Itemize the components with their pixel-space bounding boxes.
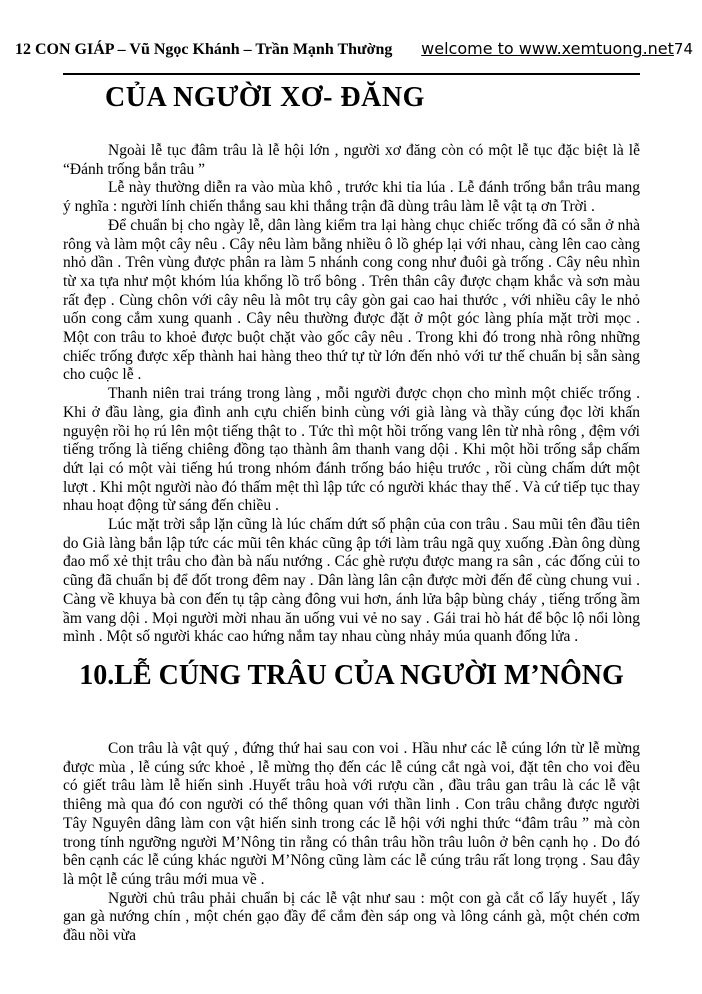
header-right <box>421 39 693 58</box>
page-header <box>15 39 693 59</box>
body-paragraph: Để chuẩn bị cho ngày lễ, dân làng kiểm tra lại hàng chục chiếc trống đã có sẵn ở nhà rông và làm một cây nêu . Cây nêu làm bằng nhiều ô lồ ghép lại với nhau, càng lên cao càng nhỏ dần . Trên vùng được phân ra làm 5 nhánh cong cong như đuôi gà trống . Cây nêu nhìn từ xa tựa như một khóm lúa khổng lồ trổ bông . Trên thân cây được chạm khắc và sơn màu rất đẹp . Cùng chôn với cây nêu là môt trụ cây gòn gai cao hai thước , với nhiều cây le nhỏ uốn cong cắm xung quanh . Cây nêu thường được đặt ở một góc làng phía mặt trời mọc . Một con trâu to khoẻ được buột chặt vào gốc cây nêu . Trong khi đó trong nhà rông những chiếc trống được xếp thành hai hàng theo thứ tự từ lớn đến nhỏ với tư thế chuẩn bị sẵn sàng cho cuộc lễ . <box>63 216 640 384</box>
body-paragraph: Người chủ trâu phải chuẩn bị các lễ vật như sau : một con gà cắt cổ lấy huyết , lấy gan gà nướng chín , một chén gạo đầy để cắm đèn sáp ong và lông cánh gà, một chén cơm đầu nồi vừa <box>63 889 640 945</box>
site-link[interactable]: welcome to www.xemtuong.net <box>421 39 674 58</box>
body-paragraph: Lễ này thường diễn ra vào mùa khô , trước khi tỉa lúa . Lễ đánh trống bắn trâu mang ý nghĩa : người lính chiến thắng sau khi thắng trận đã dùng trâu làm lễ vật tạ ơn Trời . <box>63 179 640 216</box>
header-rule <box>63 73 640 75</box>
body-paragraph: Con trâu là vật quý , đứng thứ hai sau con voi . Hầu như các lễ cúng lớn từ lễ mừng được mùa , lễ cúng sức khoẻ , lễ mừng thọ đến các lễ cúng cắt ngà voi, đặt tên cho voi đều có giết trâu làm lễ hiến sinh .Huyết trâu hoà với rượu cần , đầu trâu gan trâu là các lễ vật thiêng mà qua đó con người có thể thông quan với thần linh . Con trâu chẳng được người Tây Nguyên dâng làm con vật hiến sinh trong các lễ hội với nghi thức “đâm trâu ” mà còn trong tính ngưỡng người M’Nông tin rằng có thân trâu hồn trâu luôn ở bên cạnh họ . Do đó bên cạnh các lễ cúng khác người M’Nông cũng làm các lễ cúng trâu rất long trọng . Sau đây là một lễ cúng trâu mới mua về . <box>63 739 640 888</box>
chapter-title: CỦA NGƯỜI XƠ- ĐĂNG <box>105 82 425 113</box>
body-paragraph: Ngoài lễ tục đâm trâu là lễ hội lớn , người xơ đăng còn có một lễ tục đặc biệt là lễ “Đánh trống bắn trâu ” <box>63 142 640 178</box>
section-heading: 10.LỄ CÚNG TRÂU CỦA NGƯỜI M’NÔNG <box>79 659 624 691</box>
page-body <box>63 142 640 946</box>
book-title: 12 CON GIÁP – Vũ Ngọc Khánh – Trần Mạnh Thường <box>15 41 393 58</box>
page-number: 74 <box>673 40 693 58</box>
body-paragraph: Lúc mặt trời sắp lặn cũng là lúc chấm dứt số phận của con trâu . Sau mũi tên đầu tiên do Già làng bắn lập tức các mũi tên khác cũng ập tới làm trâu ngã quỵ xuống .Đàn ông dùng đao mổ xẻ thịt trâu cho đàn bà nấu nướng . Các ghè rượu được mang ra sân , các đống củi to cũng đã chuẩn bị để đốt trong đêm nay . Dân làng lân cận được mời đến để cùng chung vui . Càng về khuya bà con đến tụ tập càng đông vui hơn, ánh lửa bập bùng cháy , tiếng trống ầm ầm vang dội . Mọi người mời nhau ăn uống vui vẻ no say . Gái trai hò hát để bộc lộ nổi lòng mình . Một số người khác cao hứng nắm tay nhau cùng nhảy múa quanh đống lửa . <box>63 516 640 646</box>
body-paragraph: Thanh niên trai tráng trong làng , mỗi người được chọn cho mình một chiếc trống . Khi ở đầu làng, gia đình anh cựu chiến binh cùng với già làng và thầy cúng đọc lời khấn nguyện rồi họ rú lên một tiếng thật to . Tức thì một hồi trống vang lên từ nhà rông , đệm với tiếng trống là tiếng chiêng đồng tạo thành âm thanh vang dội . Khi một hồi trống sắp chấm dứt lại có một vài tiếng hú trong nhóm đánh trống báo hiệu trước , rồi cùng chấm dứt một lượt . Khi một người nào đó thấm mệt thì lập tức có người khác thay thế . Và cứ tiếp tục thay nhau hoạt động từ sáng đến chiều . <box>63 385 640 515</box>
